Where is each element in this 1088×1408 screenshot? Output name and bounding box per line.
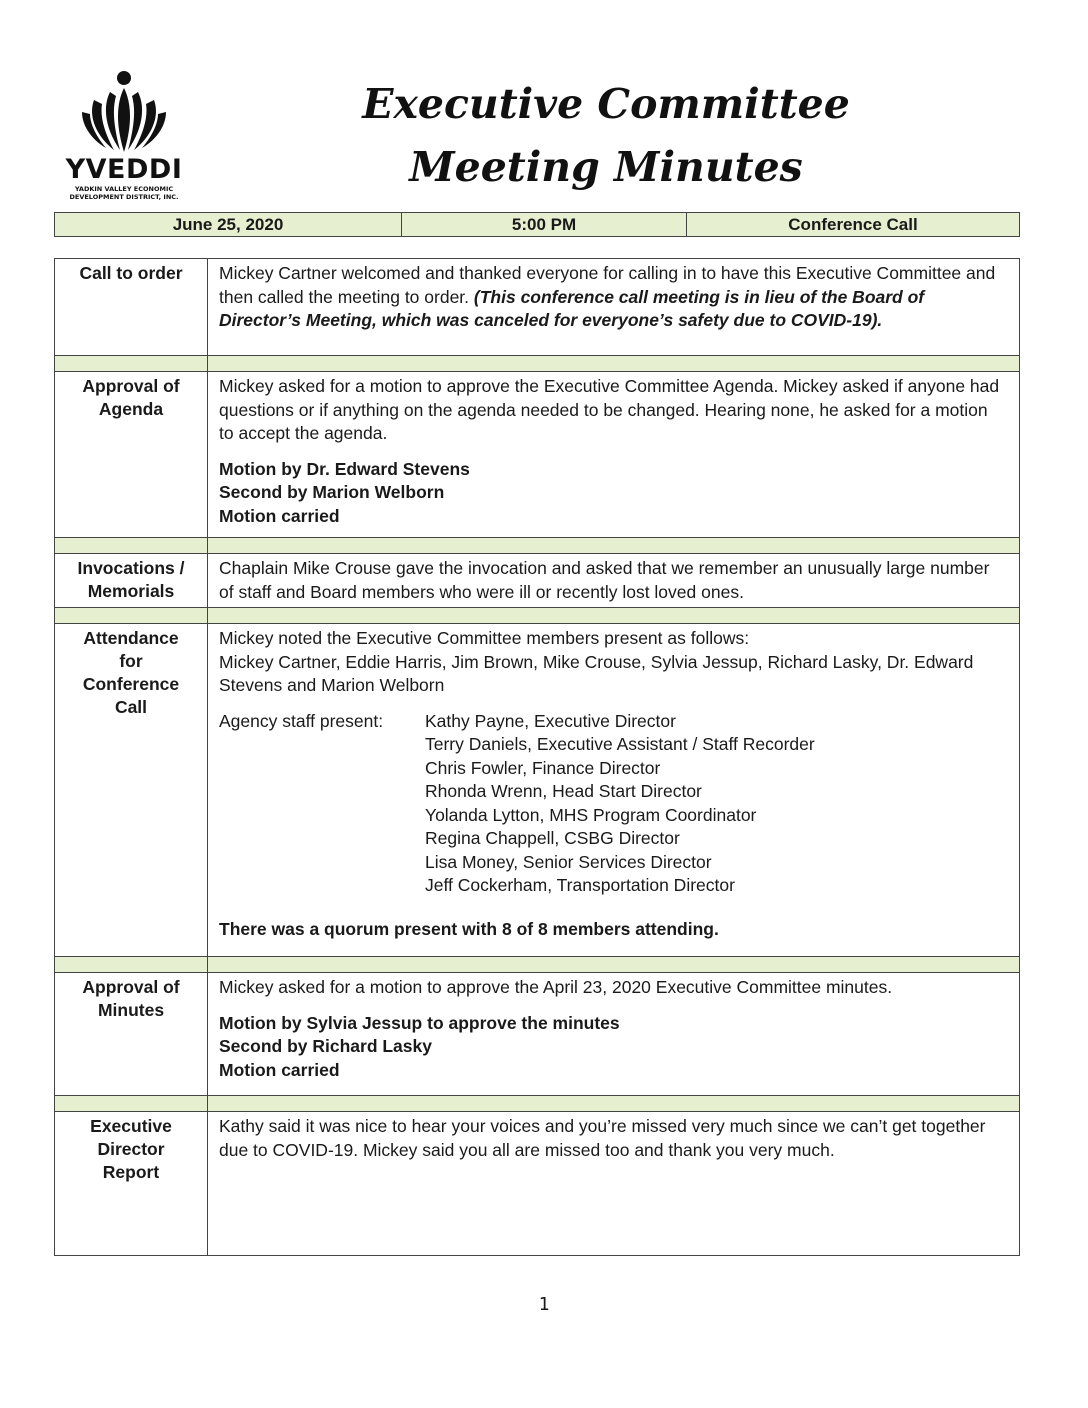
document-title-line2: Meeting Minutes — [409, 143, 803, 191]
spacer-row — [55, 538, 1020, 554]
document-title-line1: Executive Committee — [362, 80, 850, 128]
label-approval-agenda: Approval of Agenda — [55, 372, 208, 538]
staff-member: Rhonda Wrenn, Head Start Director — [425, 781, 702, 801]
staff-member: Terry Daniels, Executive Assistant / Staff Recorder — [425, 734, 815, 754]
meeting-time: 5:00 PM — [402, 213, 687, 237]
logo-name: YVEDDI — [65, 154, 183, 185]
row-approval-minutes — [55, 973, 1020, 1096]
agenda-second: Second by Marion Welborn — [219, 482, 445, 502]
staff-member: Kathy Payne, Executive Director — [425, 710, 676, 731]
content-approval-agenda: Mickey asked for a motion to approve the Executive Committee Agenda. Mickey asked if anyone had questions or if anything on the agenda needed to be changed. Hearing none, he asked for a motion to accept the agenda. Motion by Dr. Edward Stevens Second by Marion Welborn Motion carried — [208, 372, 1020, 538]
page-number: 1 — [538, 1294, 550, 1315]
row-call-to-order — [55, 259, 1020, 356]
staff-member: Jeff Cockerham, Transportation Director — [425, 875, 735, 895]
content-director-report: Kathy said it was nice to hear your voices and you’re missed very much since we can’t get together due to COVID-19. Mickey said you all are missed too and thank you very much. — [208, 1112, 1020, 1256]
label-approval-minutes: Approval of Minutes — [55, 973, 208, 1096]
row-director-report — [55, 1112, 1020, 1256]
agenda-motion: Motion by Dr. Edward Stevens — [219, 458, 470, 479]
staff-member: Lisa Money, Senior Services Director — [425, 851, 712, 872]
minutes-table — [54, 258, 1020, 1256]
members-present: Mickey Cartner, Eddie Harris, Jim Brown, Mike Crouse, Sylvia Jessup, Richard Lasky, Dr. Edward Stevens and Marion Welborn — [219, 651, 974, 695]
staff-member: Regina Chappell, CSBG Director — [425, 828, 680, 848]
quorum-statement: There was a quorum present with 8 of 8 members attending. — [219, 918, 719, 939]
minutes-second: Second by Richard Lasky — [219, 1036, 432, 1056]
row-invocations — [55, 554, 1020, 608]
covid-note: (This conference call meeting is in lieu of the Board of Director’s Meeting, which was canceled for everyone’s safety due to COVID-19). — [219, 286, 925, 330]
minutes-result: Motion carried — [219, 1059, 340, 1080]
content-invocations: Chaplain Mike Crouse gave the invocation and asked that we remember an unusually large number of staff and Board members who were ill or recently lost loved ones. — [208, 554, 1020, 608]
spacer-row — [55, 356, 1020, 372]
minutes-motion: Motion by Sylvia Jessup to approve the minutes — [219, 1012, 620, 1033]
spacer-row — [55, 1096, 1020, 1112]
content-approval-minutes: Mickey asked for a motion to approve the April 23, 2020 Executive Committee minutes. Motion by Sylvia Jessup to approve the minutes Second by Richard Lasky Motion carried — [208, 973, 1020, 1096]
meeting-type: Conference Call — [687, 213, 1020, 237]
row-approval-agenda — [55, 372, 1020, 538]
meeting-date: June 25, 2020 — [55, 213, 402, 237]
people-figure-logo-icon — [80, 70, 168, 154]
logo-subtitle: YADKIN VALLEY ECONOMIC DEVELOPMENT DISTRICT, INC. — [69, 185, 179, 201]
staff-member: Chris Fowler, Finance Director — [425, 757, 661, 778]
meeting-info-bar — [54, 212, 1020, 237]
label-attendance: Attendance for Conference Call — [55, 624, 208, 957]
spacer-row — [55, 608, 1020, 624]
row-attendance — [55, 624, 1020, 957]
agency-staff: Agency staff present: Kathy Payne, Executive Director Terry Daniels, Executive Assistant / Staff Recorder Chris Fowler, Finance Director Rhonda Wrenn, Head Start Director Yolanda Lytton, MHS Program Coordinator Regina Chappell, CSBG Director Lisa Money, Senior Services Director Jeff Cockerham, Transportation Director — [219, 710, 1007, 898]
label-call-to-order: Call to order — [55, 259, 208, 356]
staff-list — [425, 710, 815, 898]
label-director-report: Executive Director Report — [55, 1112, 208, 1256]
content-attendance: Mickey noted the Executive Committee members present as follows: Mickey Cartner, Eddie Harris, Jim Brown, Mike Crouse, Sylvia Jessup, Richard Lasky, Dr. Edward Stevens and Marion Welborn Agency staff present: Kathy Payne, Executive Director Terry Daniels, Executive Assistant / Staff Recorder Chris Fowler, Finance Director Rhonda Wrenn, Head Start Director Yolanda Lytton, MHS Program Coordinator Regina Chappell, CSBG Director Lisa Money, Senior Services Director Jeff Cockerham, Transportation Director There was a quorum present with 8 of 8 members attending. — [208, 624, 1020, 957]
staff-member: Yolanda Lytton, MHS Program Coordinator — [425, 804, 757, 825]
label-invocations: Invocations / Memorials — [55, 554, 208, 608]
spacer-row — [55, 957, 1020, 973]
content-call-to-order: Mickey Cartner welcomed and thanked everyone for calling in to have this Executive Committee and then called the meeting to order. (This conference call meeting is in lieu of the Board of Director’s Meeting, which was canceled for everyone’s safety due to COVID-19). — [208, 259, 1020, 356]
agenda-result: Motion carried — [219, 505, 340, 526]
yveddi-logo — [64, 70, 184, 202]
